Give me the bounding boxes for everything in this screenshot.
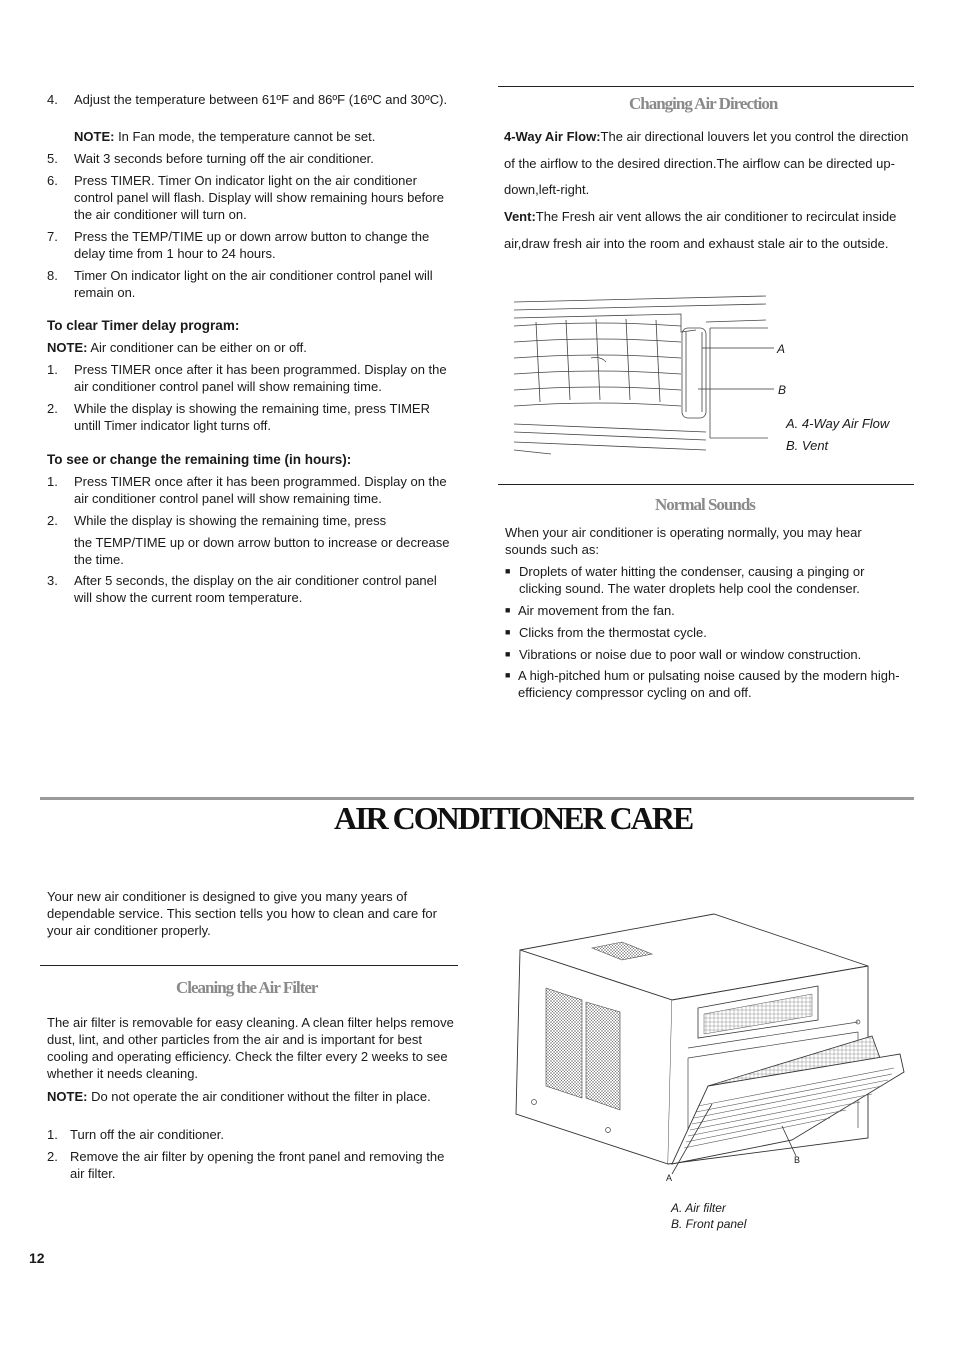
step-number: 2. xyxy=(47,401,58,416)
normal-sounds-title: Normal Sounds xyxy=(655,495,755,514)
filter-paragraph: The air filter is removable for easy cleaning. A clean filter helps remove dust, lint, and other particles from the air and is important for best cooling and operating efficiency. Check the filter every 2 weeks to see whether it needs cleaning. xyxy=(47,1015,454,1081)
normal-sounds-intro: When your air conditioner is operating normally, you may hear sounds such as: xyxy=(505,525,862,557)
care-title: AIR CONDITIONER CARE xyxy=(334,800,693,836)
vent-label: Vent: xyxy=(504,209,536,224)
air-flow-label: 4-Way Air Flow: xyxy=(504,129,601,144)
step-text: Adjust the temperature between 61ºF and 86ºF (16ºC and 30ºC). xyxy=(74,92,448,107)
note-text: In Fan mode, the temperature cannot be set. xyxy=(114,129,376,144)
step-number: 1. xyxy=(47,362,58,377)
air-direction-title: Changing Air Direction xyxy=(629,94,778,113)
filter-rule xyxy=(40,965,458,966)
step-4 xyxy=(47,91,457,108)
unit-caption-a: A. Air filter xyxy=(671,1201,726,1215)
step-text: While the display is showing the remaining time, press xyxy=(74,513,387,528)
louver-illustration xyxy=(506,292,776,462)
unit-label-a: A xyxy=(666,1173,673,1183)
bullet-square-icon: ■ xyxy=(505,649,511,659)
step-number: 7. xyxy=(47,229,58,244)
louver-label-a: A xyxy=(777,342,786,356)
vent-paragraph xyxy=(504,204,914,257)
note-label: NOTE: xyxy=(47,1089,88,1104)
note-label: NOTE: xyxy=(74,129,115,144)
step-text: Press the TEMP/TIME up or down arrow button to change the delay time from 1 hour to 24 hours. xyxy=(74,229,430,261)
step-number: 8. xyxy=(47,268,58,283)
louver-label-b: B xyxy=(778,383,787,397)
step-number: 1. xyxy=(47,474,58,489)
bullet-text: Clicks from the thermostat cycle. xyxy=(519,625,707,640)
air-flow-text: The air directional louvers let you control the direction of the airflow to the desired direction.The airflow can be directed up-down,left-right. xyxy=(504,129,909,197)
see-step-2 xyxy=(47,512,457,529)
sound-bullet-4 xyxy=(505,646,905,663)
filter-step-2 xyxy=(47,1148,457,1182)
step-text: the TEMP/TIME up or down arrow button to increase or decrease the time. xyxy=(74,535,450,567)
sound-bullet-2 xyxy=(505,602,905,619)
care-intro: Your new air conditioner is designed to give you many years of dependable service. This section tells you how to clean and care for your air conditioner properly. xyxy=(47,889,437,938)
bullet-square-icon: ■ xyxy=(505,566,511,576)
step-number: 2. xyxy=(47,1149,58,1164)
step-text: Turn off the air conditioner. xyxy=(70,1127,224,1142)
normal-sounds-rule xyxy=(498,484,914,485)
step-text: While the display is showing the remaining time, press TIMER untill Timer indicator light turns off. xyxy=(74,401,430,433)
bullet-text: Air movement from the fan. xyxy=(518,603,675,618)
step-text: Timer On indicator light on the air conditioner control panel will remain on. xyxy=(74,268,433,300)
note-text: Do not operate the air conditioner without the filter in place. xyxy=(87,1089,431,1104)
bullet-text: A high-pitched hum or pulsating noise caused by the modern high-efficiency compressor cycling on and off. xyxy=(518,668,900,700)
step-text: Remove the air filter by opening the front panel and removing the air filter. xyxy=(70,1149,445,1181)
clear-timer-heading: To clear Timer delay program: xyxy=(47,318,240,333)
sound-bullet-1 xyxy=(505,563,905,597)
step-number: 6. xyxy=(47,173,58,188)
see-step-1 xyxy=(47,473,457,507)
step-number: 1. xyxy=(47,1127,58,1142)
step-7 xyxy=(47,228,457,262)
step-text: After 5 seconds, the display on the air conditioner control panel will show the current room temperature. xyxy=(74,573,437,605)
filter-title: Cleaning the Air Filter xyxy=(176,978,318,997)
vent-text: The Fresh air vent allows the air conditioner to recirculat inside air,draw fresh air into the room and exhaust stale air to the outside. xyxy=(504,209,897,251)
see-step-2-cont xyxy=(47,534,457,568)
step-text: Wait 3 seconds before turning off the air conditioner. xyxy=(74,151,374,166)
step-number: 4. xyxy=(47,92,58,107)
step-6 xyxy=(47,172,457,223)
clear-note xyxy=(47,339,457,356)
sound-bullet-5 xyxy=(505,667,905,701)
clear-step-1 xyxy=(47,361,457,395)
note-fan xyxy=(74,128,464,145)
bullet-text: Droplets of water hitting the condenser, causing a pinging or clicking sound. The water droplets help cool the condenser. xyxy=(519,564,865,596)
step-text: Press TIMER once after it has been programmed. Display on the air conditioner control panel will show remaining time. xyxy=(74,362,447,394)
bullet-square-icon: ■ xyxy=(505,605,511,615)
unit-label-b: B xyxy=(794,1155,801,1165)
air-flow-paragraph xyxy=(504,124,914,204)
step-number: 3. xyxy=(47,573,58,588)
bullet-square-icon: ■ xyxy=(505,670,511,680)
step-text: Press TIMER once after it has been programmed. Display on the air conditioner control panel will show remaining time. xyxy=(74,474,447,506)
filter-note xyxy=(47,1088,457,1105)
page-number: 12 xyxy=(29,1250,45,1266)
step-8 xyxy=(47,267,457,301)
bullet-text: Vibrations or noise due to poor wall or window construction. xyxy=(519,647,862,662)
step-number: 2. xyxy=(47,513,58,528)
air-direction-rule xyxy=(498,86,914,87)
unit-caption-b: B. Front panel xyxy=(671,1217,747,1231)
louver-caption-b: B. Vent xyxy=(786,438,829,453)
note-label: NOTE: xyxy=(47,340,88,355)
sound-bullet-3 xyxy=(505,624,905,641)
step-text: Press TIMER. Timer On indicator light on the air conditioner control panel will flash. Display will show remaining hours before the air conditioner will turn on. xyxy=(74,173,444,222)
note-text: Air conditioner can be either on or off. xyxy=(87,340,307,355)
louver-caption-a: A. 4-Way Air Flow xyxy=(786,416,890,431)
filter-step-1 xyxy=(47,1126,457,1143)
clear-step-2 xyxy=(47,400,457,434)
step-5 xyxy=(47,150,457,167)
ac-unit-illustration xyxy=(512,908,908,1180)
see-step-3 xyxy=(47,572,457,606)
step-number: 5. xyxy=(47,151,58,166)
see-time-heading: To see or change the remaining time (in hours): xyxy=(47,452,352,467)
bullet-square-icon: ■ xyxy=(505,627,511,637)
